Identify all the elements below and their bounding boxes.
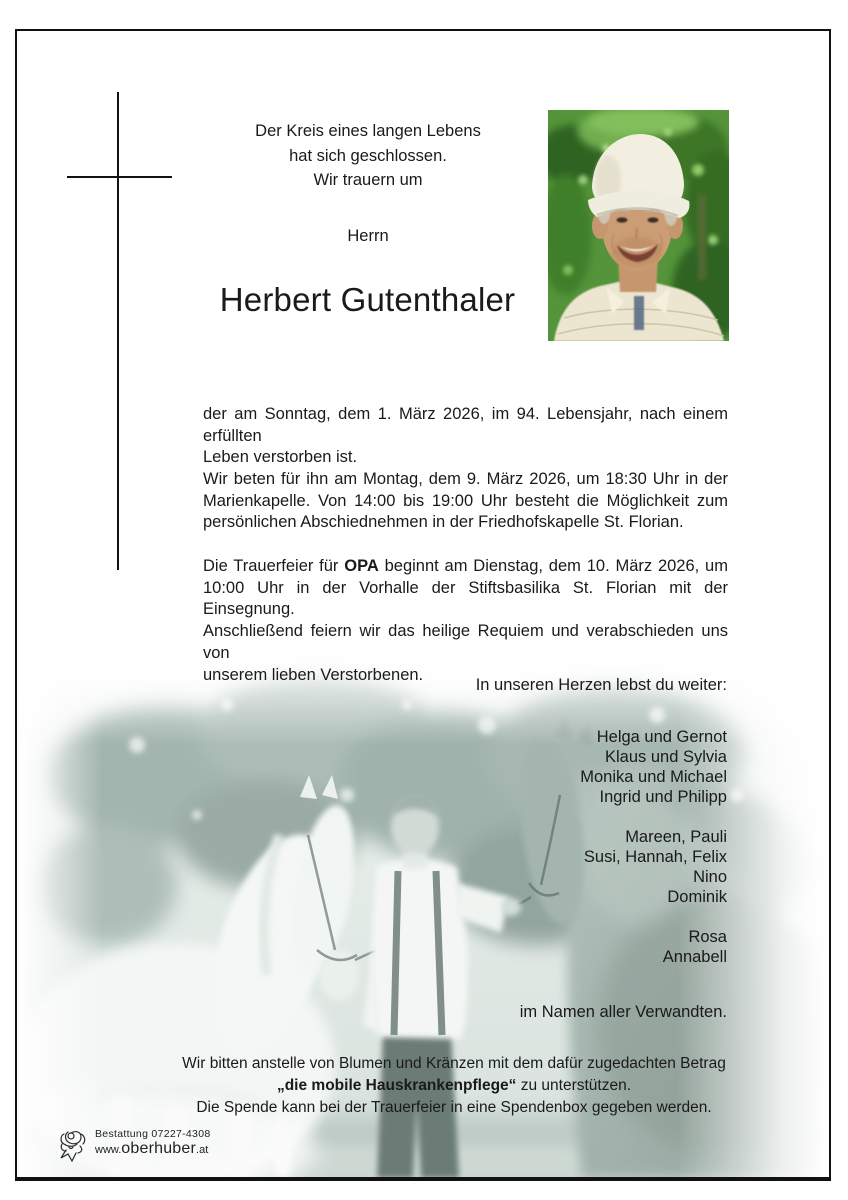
donation-bold: „die mobile Hauskrankenpflege“ xyxy=(276,1077,517,1094)
intro-line: Wir trauern um xyxy=(313,171,423,189)
paragraph-funeral xyxy=(203,556,728,686)
deceased-name: Herbert Gutenthaler xyxy=(219,281,516,318)
paragraph-line: unserem lieben Verstorbenen. xyxy=(203,665,424,684)
mourners-group xyxy=(580,927,727,967)
mourner-line: Helga und Gernot xyxy=(596,728,727,746)
mourner-line: Dominik xyxy=(667,888,727,906)
memorial-heading: In unseren Herzen lebst du weiter: xyxy=(475,676,727,694)
paragraph-line: Wir beten für ihn am Montag, dem 9. März 2026, um 18:30 Uhr in der xyxy=(203,470,728,488)
mourner-line: Klaus und Sylvia xyxy=(605,748,727,766)
intro-line: hat sich geschlossen. xyxy=(289,146,447,165)
paragraph-line: Die Trauerfeier für OPA beginnt am Dienstag, dem 10. März 2026, um xyxy=(203,557,728,575)
paragraph-line: Anschließend feiern wir das heilige Requiem und verabschieden uns von xyxy=(203,622,728,662)
logo-phone-line: Bestattung 07227-4308 xyxy=(95,1127,211,1140)
mourners-list xyxy=(580,727,727,967)
paragraph-line: Leben verstorben ist. xyxy=(203,448,358,467)
paragraph-line: der am Sonntag, dem 1. März 2026, im 94. Lebensjahr, nach einem erfüllten xyxy=(203,405,728,445)
mourner-line: Rosa xyxy=(688,928,727,946)
donation-note xyxy=(114,1053,794,1119)
mourners-group xyxy=(580,727,727,807)
mourner-line: Ingrid und Philipp xyxy=(599,788,727,806)
logo-text xyxy=(95,1129,210,1158)
paragraph-line: 10:00 Uhr in der Vorhalle der Stiftsbasilika St. Florian mit der Einsegnung. xyxy=(203,578,728,619)
mourners-group xyxy=(580,827,727,907)
donation-line: Wir bitten anstelle von Blumen und Kränzen mit dem dafür zugedachten Betrag xyxy=(182,1055,726,1072)
mourner-line: Monika und Michael xyxy=(580,768,727,786)
paragraph-prayer xyxy=(203,469,728,534)
rose-icon xyxy=(56,1124,90,1162)
salutation: Herrn xyxy=(347,227,389,245)
intro-text xyxy=(203,119,533,193)
funeral-home-logo xyxy=(56,1124,210,1162)
donation-line: Die Spende kann bei der Trauerfeier in eine Spendenbox gegeben werden. xyxy=(196,1099,712,1116)
paragraph-death-notice xyxy=(203,404,728,469)
mourner-line: Susi, Hannah, Felix xyxy=(583,848,727,866)
donation-line: „die mobile Hauskrankenpflege“ zu unterstützen. xyxy=(276,1077,632,1094)
mourner-line: Annabell xyxy=(662,948,727,966)
logo-website: www.oberhuber.at xyxy=(95,1140,209,1158)
closing-line: im Namen aller Verwandten. xyxy=(519,1003,727,1021)
mourner-line: Mareen, Pauli xyxy=(625,828,727,846)
paragraph-line: Marienkapelle. Von 14:00 bis 19:00 Uhr besteht die Möglichkeit zum xyxy=(203,491,728,510)
mourner-line: Nino xyxy=(693,868,727,886)
opa-bold: OPA xyxy=(344,557,379,575)
intro-line: Der Kreis eines langen Lebens xyxy=(255,122,481,140)
paragraph-line: persönlichen Abschiednehmen in der Friedhofskapelle St. Florian. xyxy=(203,513,684,532)
